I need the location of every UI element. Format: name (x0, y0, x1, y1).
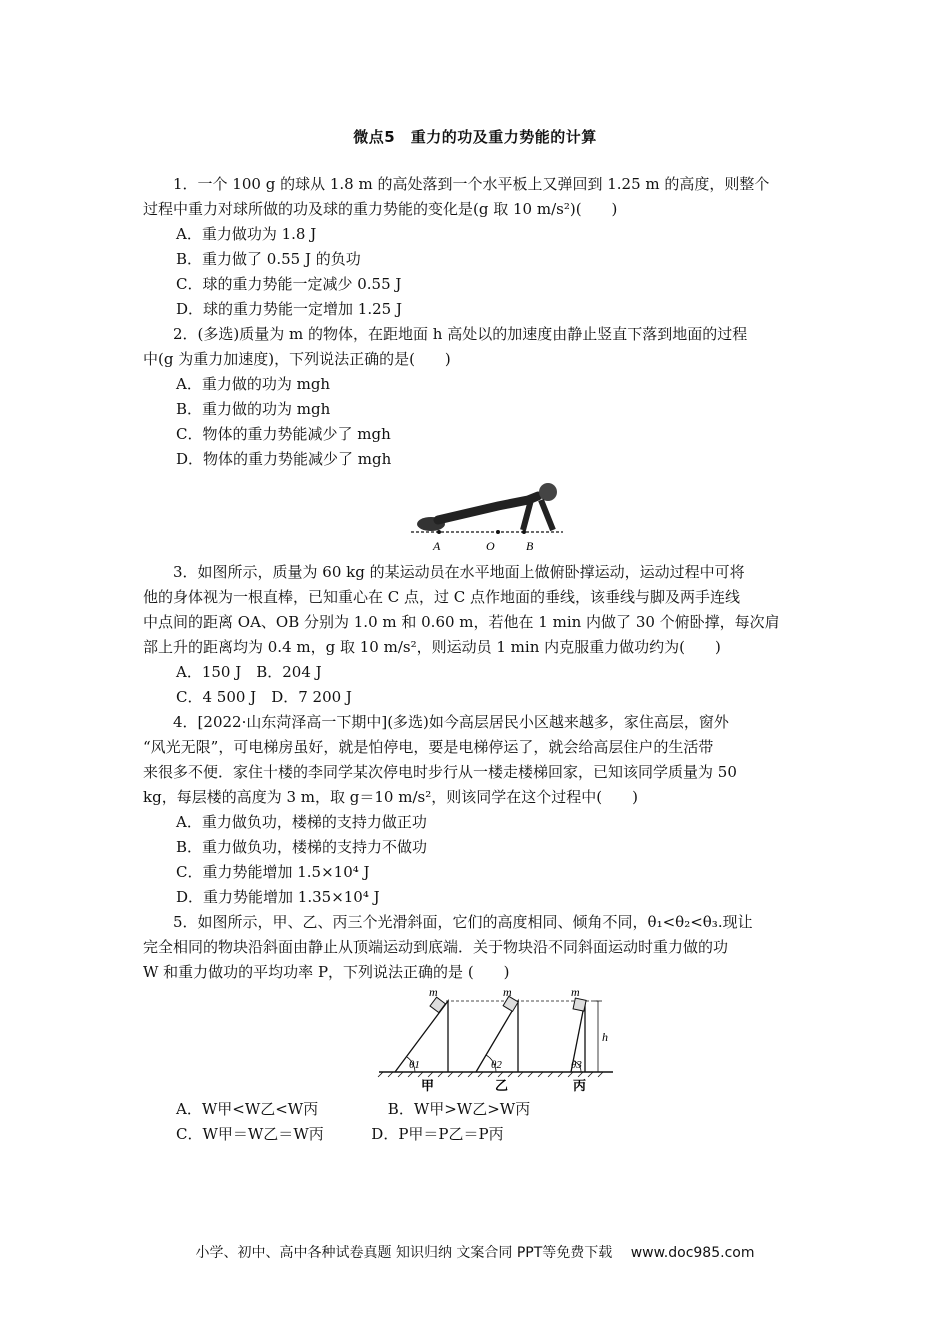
q2-option-d: D．物体的重力势能减少了 mgh (176, 450, 392, 468)
q5-options-row2 (143, 1122, 810, 1147)
q2-stem-line2: 中(g 为重力加速度)，下列说法正确的是( ) (143, 350, 451, 368)
q1-stem-line2: 过程中重力对球所做的功及球的重力势能的变化是(g 取 10 m/s²)( ) (143, 200, 618, 218)
q5-stem-line1: 5．如图所示，甲、乙、丙三个光滑斜面，它们的高度相同、倾角不同，θ₁<θ₂<θ₃.现让 (173, 913, 753, 931)
label-a: A (433, 539, 441, 553)
slopes-diagram (143, 985, 810, 1097)
block-jia (430, 997, 445, 1012)
q5-option-d: D．P甲＝P乙＝P丙 (371, 1125, 504, 1143)
q5-option-c: C．W甲＝W乙＝W丙 (176, 1125, 324, 1143)
label-o: O (486, 539, 495, 553)
q4-option-b: B．重力做负功，楼梯的支持力不做功 (176, 838, 428, 856)
q1-option-d: D．球的重力势能一定增加 1.25 J (176, 300, 402, 318)
slopes-figure (143, 985, 810, 1097)
q2-stem-line1: 2．(多选)质量为 m 的物体，在距地面 h 高处以的加速度由静止竖直下落到地面的过程 (173, 325, 748, 343)
arm-right (541, 500, 553, 530)
mass-label-bing: m (571, 985, 580, 999)
q4-stem-line2: “风光无限”，可电梯房虽好，就是怕停电，要是电梯停运了，就会给高层住户的生活带 (143, 738, 714, 756)
q4-stem-line3: 来很多不便．家住十楼的李同学某次停电时步行从一楼走楼梯回家，已知该同学质量为 50 (143, 763, 737, 781)
question-list (143, 172, 810, 1147)
q3-stem-line2: 他的身体视为一根直棒，已知重心在 C 点，过 C 点作地面的垂线，该垂线与脚及两手连线 (143, 588, 741, 606)
q1-stem-line1: 1．一个 100 g 的球从 1.8 m 的高处落到一个水平板上又弹回到 1.25 m 的高度，则整个 (173, 175, 770, 193)
point-a (437, 530, 441, 534)
point-o (496, 530, 500, 534)
q4-option-c: C．重力势能增加 1.5×10⁴ J (176, 863, 370, 881)
q1-option-c: C．球的重力势能一定减少 0.55 J (176, 275, 402, 293)
q5-option-a: A．W甲<W乙<W丙 (176, 1100, 319, 1118)
q2-option-c: C．物体的重力势能减少了 mgh (176, 425, 391, 443)
q5-stem-line3: W 和重力做功的平均功率 P，下列说法正确的是 ( ) (143, 963, 510, 981)
q4-option-a: A．重力做负功，楼梯的支持力做正功 (176, 813, 427, 831)
page-title: 微点5 重力的功及重力势能的计算 (353, 128, 597, 146)
block-bing (573, 998, 586, 1011)
mass-label-jia: m (429, 985, 438, 999)
slope-name-jia: 甲 (421, 1078, 435, 1093)
point-b (522, 530, 526, 534)
slope-name-bing: 丙 (573, 1078, 587, 1093)
body-shape (438, 496, 538, 520)
q3-options-row2: C．4 500 J D．7 200 J (176, 688, 352, 706)
angle-label-1: θ1 (409, 1059, 420, 1071)
q1-option-b: B．重力做了 0.55 J 的负功 (176, 250, 361, 268)
q5-option-b: B．W甲>W乙>W丙 (387, 1100, 531, 1118)
label-b: B (526, 539, 534, 553)
mass-label-yi: m (503, 985, 512, 999)
angle-label-3: θ3 (571, 1059, 582, 1071)
q4-stem-line1: 4．[2022·山东菏泽高一下期中](多选)如今高层居民小区越来越多，家住高层，窗外 (173, 713, 729, 731)
q3-stem-line1: 3．如图所示，质量为 60 kg 的某运动员在水平地面上做俯卧撑运动，运动过程中可将 (173, 563, 745, 581)
head-shape (539, 483, 557, 501)
pushup-figure (143, 472, 810, 560)
q2-option-a: A．重力做的功为 mgh (176, 375, 331, 393)
q5-stem-line2: 完全相同的物块沿斜面由静止从顶端运动到底端．关于物块沿不同斜面运动时重力做的功 (143, 938, 729, 956)
footer-ad-text: 小学、初中、高中各种试卷真题 知识归纳 文案合同 PPT等免费下载 www.doc985.com (195, 1245, 755, 1261)
slope-name-yi: 乙 (495, 1078, 509, 1093)
q3-stem-line3: 中点间的距离 OA、OB 分别为 1.0 m 和 0.60 m，若他在 1 min 内做了 30 个俯卧撑，每次肩 (143, 613, 780, 631)
q3-options-row1: A．150 J B．204 J (176, 663, 322, 681)
q5-options-row1 (143, 1097, 810, 1122)
q4-stem-line4: kg，每层楼的高度为 3 m，取 g＝10 m/s²，则该同学在这个过程中( ) (143, 788, 638, 806)
height-label: h (602, 1030, 608, 1044)
q1-option-a: A．重力做功为 1.8 J (176, 225, 317, 243)
angle-label-2: θ2 (491, 1059, 502, 1071)
pushup-diagram (143, 472, 810, 560)
q2-option-b: B．重力做的功为 mgh (176, 400, 331, 418)
q4-option-d: D．重力势能增加 1.35×10⁴ J (176, 888, 380, 906)
q3-stem-line4: 部上升的距离均为 0.4 m，g 取 10 m/s²，则运动员 1 min 内克服重力做功约为( ) (143, 638, 721, 656)
